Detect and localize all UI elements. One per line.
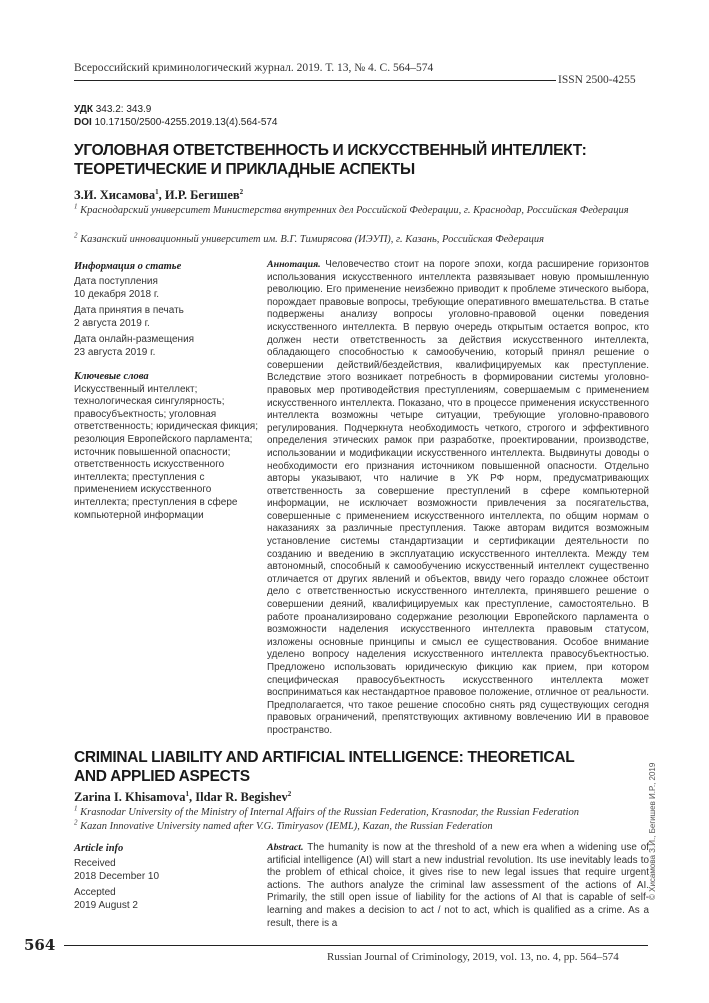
affiliation-1-ru [74,204,644,218]
accepted-ru-label: Дата принятия в печать [74,305,184,317]
copyright-notice: © Хисамова З.И., Бегишев И.Р., 2019 [648,762,657,900]
article-info-ru-heading: Информация о статье [74,261,182,272]
abstract-en-lead: Abstract. [267,842,304,853]
issn: ISSN 2500-4255 [558,74,636,86]
article-info-en [74,842,258,916]
affiliation-2-ru-text: Казанский инновационный университет им. В.Г. Тимирясова (ИЭУП), г. Казань, Российская Федерация [77,234,545,245]
page-number: 564 [24,936,56,954]
affiliation-2-ru-sup: 2 [74,231,78,240]
received-ru [74,276,258,301]
author-2-ru: И.Р. Бегишев [164,188,240,202]
abstract-ru-lead: Аннотация. [267,259,321,270]
affiliation-1-ru-sup: 1 [74,202,78,211]
accepted-en [74,887,258,912]
author-separator-en: , [188,790,196,804]
identifiers [74,103,278,129]
author-2-ru-sup: 2 [239,187,244,196]
affiliation-2-ru [74,233,644,247]
doi-line [74,116,278,129]
udk-label: УДК [74,104,93,115]
online-ru-value: 23 августа 2019 г. [74,346,156,358]
accepted-en-label: Accepted [74,887,116,899]
doi-label: DOI [74,117,92,128]
received-ru-value: 10 декабря 2018 г. [74,288,160,300]
title-en-line1: CRIMINAL LIABILITY AND ARTIFICIAL INTELLIGENCE: THEORETICAL [74,749,575,766]
author-2-en: Ildar R. Begishev [195,790,288,804]
affiliation-2-en-sup: 2 [74,818,78,827]
author-1-ru: З.И. Хисамова [74,188,156,202]
author-separator-ru: , [158,188,165,202]
authors-ru [74,188,243,203]
affiliation-2-en [74,820,644,834]
received-en [74,858,258,883]
article-info-ru [74,260,258,522]
accepted-ru-value: 2 августа 2019 г. [74,317,150,329]
affiliation-1-ru-text: Краснодарский университет Министерства внутренних дел Российской Федерации, г. Краснодар, Российская Федерация [77,205,629,216]
header-rule [74,80,556,81]
author-1-en: Zarina I. Khisamova [74,790,186,804]
keywords-ru: Искусственный интеллект; технологическая сингулярность; правосубъектность; уголовная ответственность; юридическая фикция; резолюция Европейского парламента; источник повышенной опасности; ответственность искусственного интеллекта; преступления с применением искусственного интеллекта; преступления в сфере компьютерной информации [74,383,258,521]
article-info-en-heading: Article info [74,843,124,854]
title-ru-line1: УГОЛОВНАЯ ОТВЕТСТВЕННОСТЬ И ИСКУССТВЕННЫЙ ИНТЕЛЛЕКТ: [74,142,587,159]
udk-value: 343.2: 343.9 [95,104,152,115]
received-ru-label: Дата поступления [74,276,158,287]
accepted-ru [74,305,258,330]
footer-rule [64,945,648,946]
accepted-en-value: 2019 August 2 [74,899,138,911]
abstract-en [267,842,649,930]
abstract-ru [267,259,649,738]
author-1-ru-sup: 1 [155,187,159,196]
title-en [74,748,644,786]
online-ru [74,334,258,359]
abstract-en-text: The humanity is now at the threshold of a new era when a widening use of artificial intelligence (AI) will start a new industrial revolution. Its use inevitably leads to the problem of ethical choice, it gives rise to new legal issues that require urgent actions. The authors analyze the criminal law assessment of the actions of AI. Primarily, the still open issue of liability for the actions of AI that is capable of self-learning and makes a decision to act / not to act, which is qualified as a crime. As a result, there is a [267,842,649,929]
received-en-value: 2018 December 10 [74,870,160,882]
title-en-line2: AND APPLIED ASPECTS [74,768,250,785]
received-en-label: Received [74,858,116,869]
udk-line [74,103,278,116]
affiliation-1-en-text: Krasnodar University of the Ministry of Internal Affairs of the Russian Federation, Krasnodar, the Russian Federation [77,807,579,818]
title-ru-line2: ТЕОРЕТИЧЕСКИЕ И ПРИКЛАДНЫЕ АСПЕКТЫ [74,161,415,178]
authors-en [74,790,291,805]
author-2-en-sup: 2 [287,789,292,798]
running-head: Всероссийский криминологический журнал. 2019. Т. 13, № 4. С. 564–574 [74,62,434,74]
doi-value[interactable]: 10.17150/2500-4255.2019.13(4).564-574 [94,117,278,128]
affiliation-1-en-sup: 1 [74,804,78,813]
keywords-ru-heading: Ключевые слова [74,370,149,382]
affiliation-2-en-text: Kazan Innovative University named after V.G. Timiryasov (IEML), Kazan, the Russian Federation [77,821,493,832]
online-ru-label: Дата онлайн-размещения [74,334,195,346]
affiliation-1-en [74,806,644,820]
author-1-en-sup: 1 [185,789,189,798]
footer-citation: Russian Journal of Criminology, 2019, vol. 13, no. 4, pp. 564–574 [327,951,619,963]
title-ru [74,141,644,179]
abstract-ru-text: Человечество стоит на пороге эпохи, когда расширение горизонтов использования искусственного интеллекта развязывает новую промышленную революцию. Его применение неизбежно приводит к проблеме этического выбора, порождает правовые вопросы, требующие оперативного вмешательства. В статье подвержены анализу вопросы уголовно-правовой оценки поведения искусственного интеллекта. В первую очередь открытым остается вопрос, кто должен нести ответственность за действия искусственного интеллекта, обладающего способностью к самообучению, который принял решение о совершении действий/бездействия, квалифицируемых как преступление. Вследствие этого возникает потребность в формировании системы уголовно-правовых мер противодействия преступлениям, совершаемым с применением искусственного интеллекта. Показано, что в процессе применения искусственного интеллекта возможны четыре ситуации, требующие уголовно-правового регулирования. Подчеркнута необходимость четкого, строгого и эффективного определения этических рамок при разработке, проектировании, производстве, использовании и модификации искусственного интеллекта. Выдвинуты доводы о необходимости его признания источником повышенной опасности. Отдельно авторы указывают, что наличие в УК РФ норм, предусматривающих ответственность за совершение преступлений в сфере компьютерной информации, не исключает возможности привлечения за посягательства, совершенные с применением искусственного интеллекта, по общим нормам о наказаниях за различные преступления. Также авторам видится возможным установление системы стандартизации и сертификации деятельности по созданию и введению в эксплуатацию искусственного интеллекта. Между тем автономный, способный к самообучению искусственный интеллект существенно отличается от других явлений и объектов, ввиду чего гораздо сложнее обстоит дело с ответственностью искусственного интеллекта, принявшего решение о совершении деяний, квалифицируемых как преступление, самостоятельно. В работе проанализировано содержание резолюции Европейского парламента о возможности наделения искусственного интеллекта правовым статусом, изложены основные принципы и смысл ее существования. Особое внимание уделено вопросу наделения искусственного интеллекта правосубъектностью. Предложено использовать юридическую фикцию как прием, при котором специфическая правосубъектность искусственного интеллекта может восприниматься как нестандартное правовое положение, отличное от реальности. Предполагается, что такое решение способно снять ряд существующих сегодня правовых ограничений, препятствующих активному вовлечению ИИ в правовое пространство. [267,259,649,736]
